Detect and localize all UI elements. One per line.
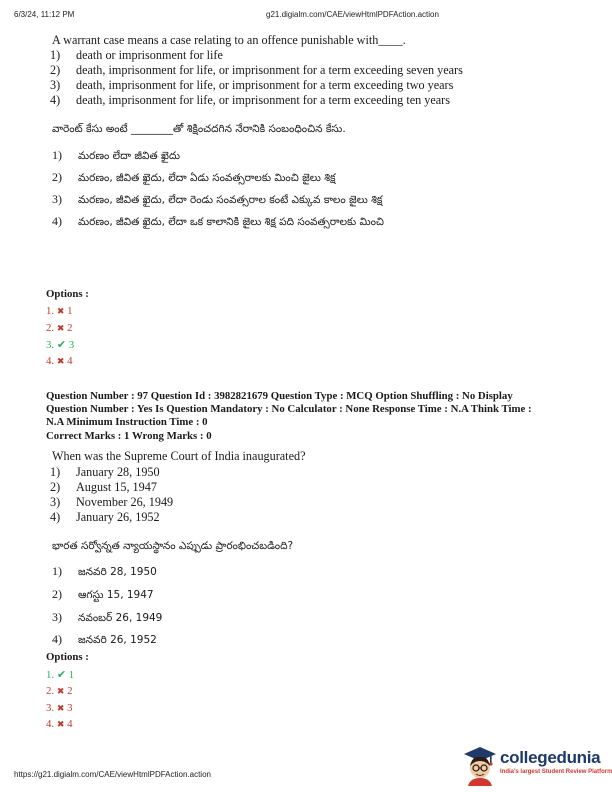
q96-telugu-option-4	[52, 214, 384, 231]
option-text: ఆగస్టు 15, 1947	[78, 589, 154, 601]
q97-answer-4	[46, 718, 72, 730]
answer-value: 3	[68, 339, 75, 351]
check-icon: ✔	[56, 339, 67, 351]
q96-answer-3	[46, 338, 74, 351]
q96-english-option-3	[50, 78, 453, 93]
q97-english-question: When was the Supreme Court of India inaugurated?	[52, 449, 306, 463]
option-text: November 26, 1949	[76, 495, 174, 509]
option-number: 4)	[50, 93, 61, 107]
q97-telugu-question: భారత సర్వోన్నత న్యాయస్థానం ఎప్పుడు ప్రారంభించబడింది?	[52, 540, 294, 552]
q96-telugu-option-1	[52, 148, 180, 165]
q97-meta-line-2: Question Number : Yes Is Question Mandatory : No Calculator : None Response Time : N.A Think Time :	[46, 403, 532, 415]
option-text: నవంబర్ 26, 1949	[78, 612, 163, 624]
q97-english-option-2	[50, 480, 157, 495]
answer-value: 1	[68, 669, 75, 681]
option-number: 2)	[52, 587, 62, 601]
answer-number: 4.	[46, 355, 55, 367]
option-text: January 28, 1950	[76, 465, 160, 479]
logo-wordmark: collegedunia	[500, 748, 601, 767]
answer-number: 1.	[46, 305, 55, 317]
check-icon: ✔	[56, 669, 67, 681]
q96-english-option-4	[50, 93, 450, 108]
cross-icon: ✖	[56, 719, 65, 729]
print-timestamp: 6/3/24, 11:12 PM	[14, 10, 75, 19]
q96-options-label: Options :	[46, 288, 89, 300]
option-number: 2)	[50, 63, 61, 77]
cross-icon: ✖	[56, 686, 65, 696]
answer-number: 4.	[46, 718, 55, 730]
option-text: August 15, 1947	[76, 480, 157, 494]
option-text: జనవరి 28, 1950	[78, 566, 157, 578]
option-number: 3)	[50, 78, 61, 92]
answer-value: 2	[67, 322, 73, 334]
print-url: g21.digialm.com/CAE/viewHtmlPDFAction.action	[266, 10, 439, 19]
q96-telugu-option-3	[52, 192, 382, 209]
option-text: మరణం, జీవిత ఖైదు, లేదా రెండు సంవత్సరాల కంటే ఎక్కువ కాలం జైలు శిక్ష	[78, 194, 383, 206]
q97-marks: Correct Marks : 1 Wrong Marks : 0	[46, 430, 212, 442]
q97-meta-line-3: N.A Minimum Instruction Time : 0	[46, 416, 208, 428]
q97-english-option-1	[50, 465, 160, 480]
answer-value: 4	[67, 718, 73, 730]
option-text: మరణం, జీవిత ఖైదు, లేదా ఏడు సంవత్సరాలకు మించి జైలు శిక్ష	[78, 172, 336, 184]
answer-value: 1	[67, 305, 73, 317]
graduate-mascot-icon	[460, 742, 500, 786]
option-text: జనవరి 26, 1952	[78, 634, 157, 646]
option-text: death or imprisonment for life	[76, 48, 223, 62]
option-number: 3)	[52, 192, 62, 206]
footer-url: https://g21.digialm.com/CAE/viewHtmlPDFAction.action	[14, 770, 211, 779]
answer-value: 2	[67, 685, 73, 697]
collegedunia-logo	[460, 742, 612, 786]
q97-telugu-option-1	[52, 564, 157, 581]
option-text: death, imprisonment for life, or imprisonment for a term exceeding seven years	[76, 63, 463, 77]
q96-telugu-question: వారెంట్ కేసు అంటే ________తో శిక్షించదగిన నేరానికి సంబంధించిన కేసు.	[52, 123, 346, 135]
cross-icon: ✖	[56, 356, 65, 366]
q97-english-option-4	[50, 510, 160, 525]
option-number: 2)	[50, 480, 61, 494]
option-number: 1)	[50, 48, 61, 62]
option-number: 4)	[52, 632, 62, 646]
q96-english-option-1	[50, 48, 223, 63]
q97-answer-1	[46, 668, 74, 681]
q97-telugu-option-3	[52, 610, 162, 627]
q97-answer-2	[46, 685, 72, 697]
q96-answer-1	[46, 305, 72, 317]
answer-number: 3.	[46, 702, 55, 714]
option-text: మరణం, జీవిత ఖైదు, లేదా ఒక కాలానికి జైలు శిక్ష పది సంవత్సరాలకు మించి	[78, 216, 384, 228]
option-text: మరణం లేదా జీవిత ఖైదు	[78, 150, 180, 162]
option-text: January 26, 1952	[76, 510, 160, 524]
q97-english-option-3	[50, 495, 173, 510]
answer-number: 2.	[46, 685, 55, 697]
q96-answer-2	[46, 322, 72, 334]
option-number: 3)	[50, 495, 61, 509]
cross-icon: ✖	[56, 323, 65, 333]
answer-number: 1.	[46, 669, 55, 681]
answer-value: 3	[67, 702, 73, 714]
q96-telugu-option-2	[52, 170, 335, 187]
option-number: 1)	[50, 465, 61, 479]
q96-english-question: A warrant case means a case relating to an offence punishable with____.	[52, 33, 406, 47]
option-number: 2)	[52, 170, 62, 184]
option-text: death, imprisonment for life, or imprisonment for a term exceeding ten years	[76, 93, 450, 107]
q97-meta-line-1: Question Number : 97 Question Id : 3982821679 Question Type : MCQ Option Shuffling : No Display	[46, 390, 513, 402]
q97-telugu-option-4	[52, 632, 157, 649]
answer-value: 4	[67, 355, 73, 367]
option-number: 3)	[52, 610, 62, 624]
answer-number: 2.	[46, 322, 55, 334]
option-number: 4)	[50, 510, 61, 524]
answer-number: 3.	[46, 339, 55, 351]
q97-options-label: Options :	[46, 651, 89, 663]
option-number: 1)	[52, 148, 62, 162]
q96-answer-4	[46, 355, 72, 367]
q96-english-option-2	[50, 63, 463, 78]
logo-tagline: India's largest Student Review Platform	[500, 769, 612, 775]
option-number: 1)	[52, 564, 62, 578]
cross-icon: ✖	[56, 703, 65, 713]
q97-answer-3	[46, 702, 72, 714]
cross-icon: ✖	[56, 306, 65, 316]
option-text: death, imprisonment for life, or imprisonment for a term exceeding two years	[76, 78, 454, 92]
q97-telugu-option-2	[52, 587, 154, 604]
option-number: 4)	[52, 214, 62, 228]
